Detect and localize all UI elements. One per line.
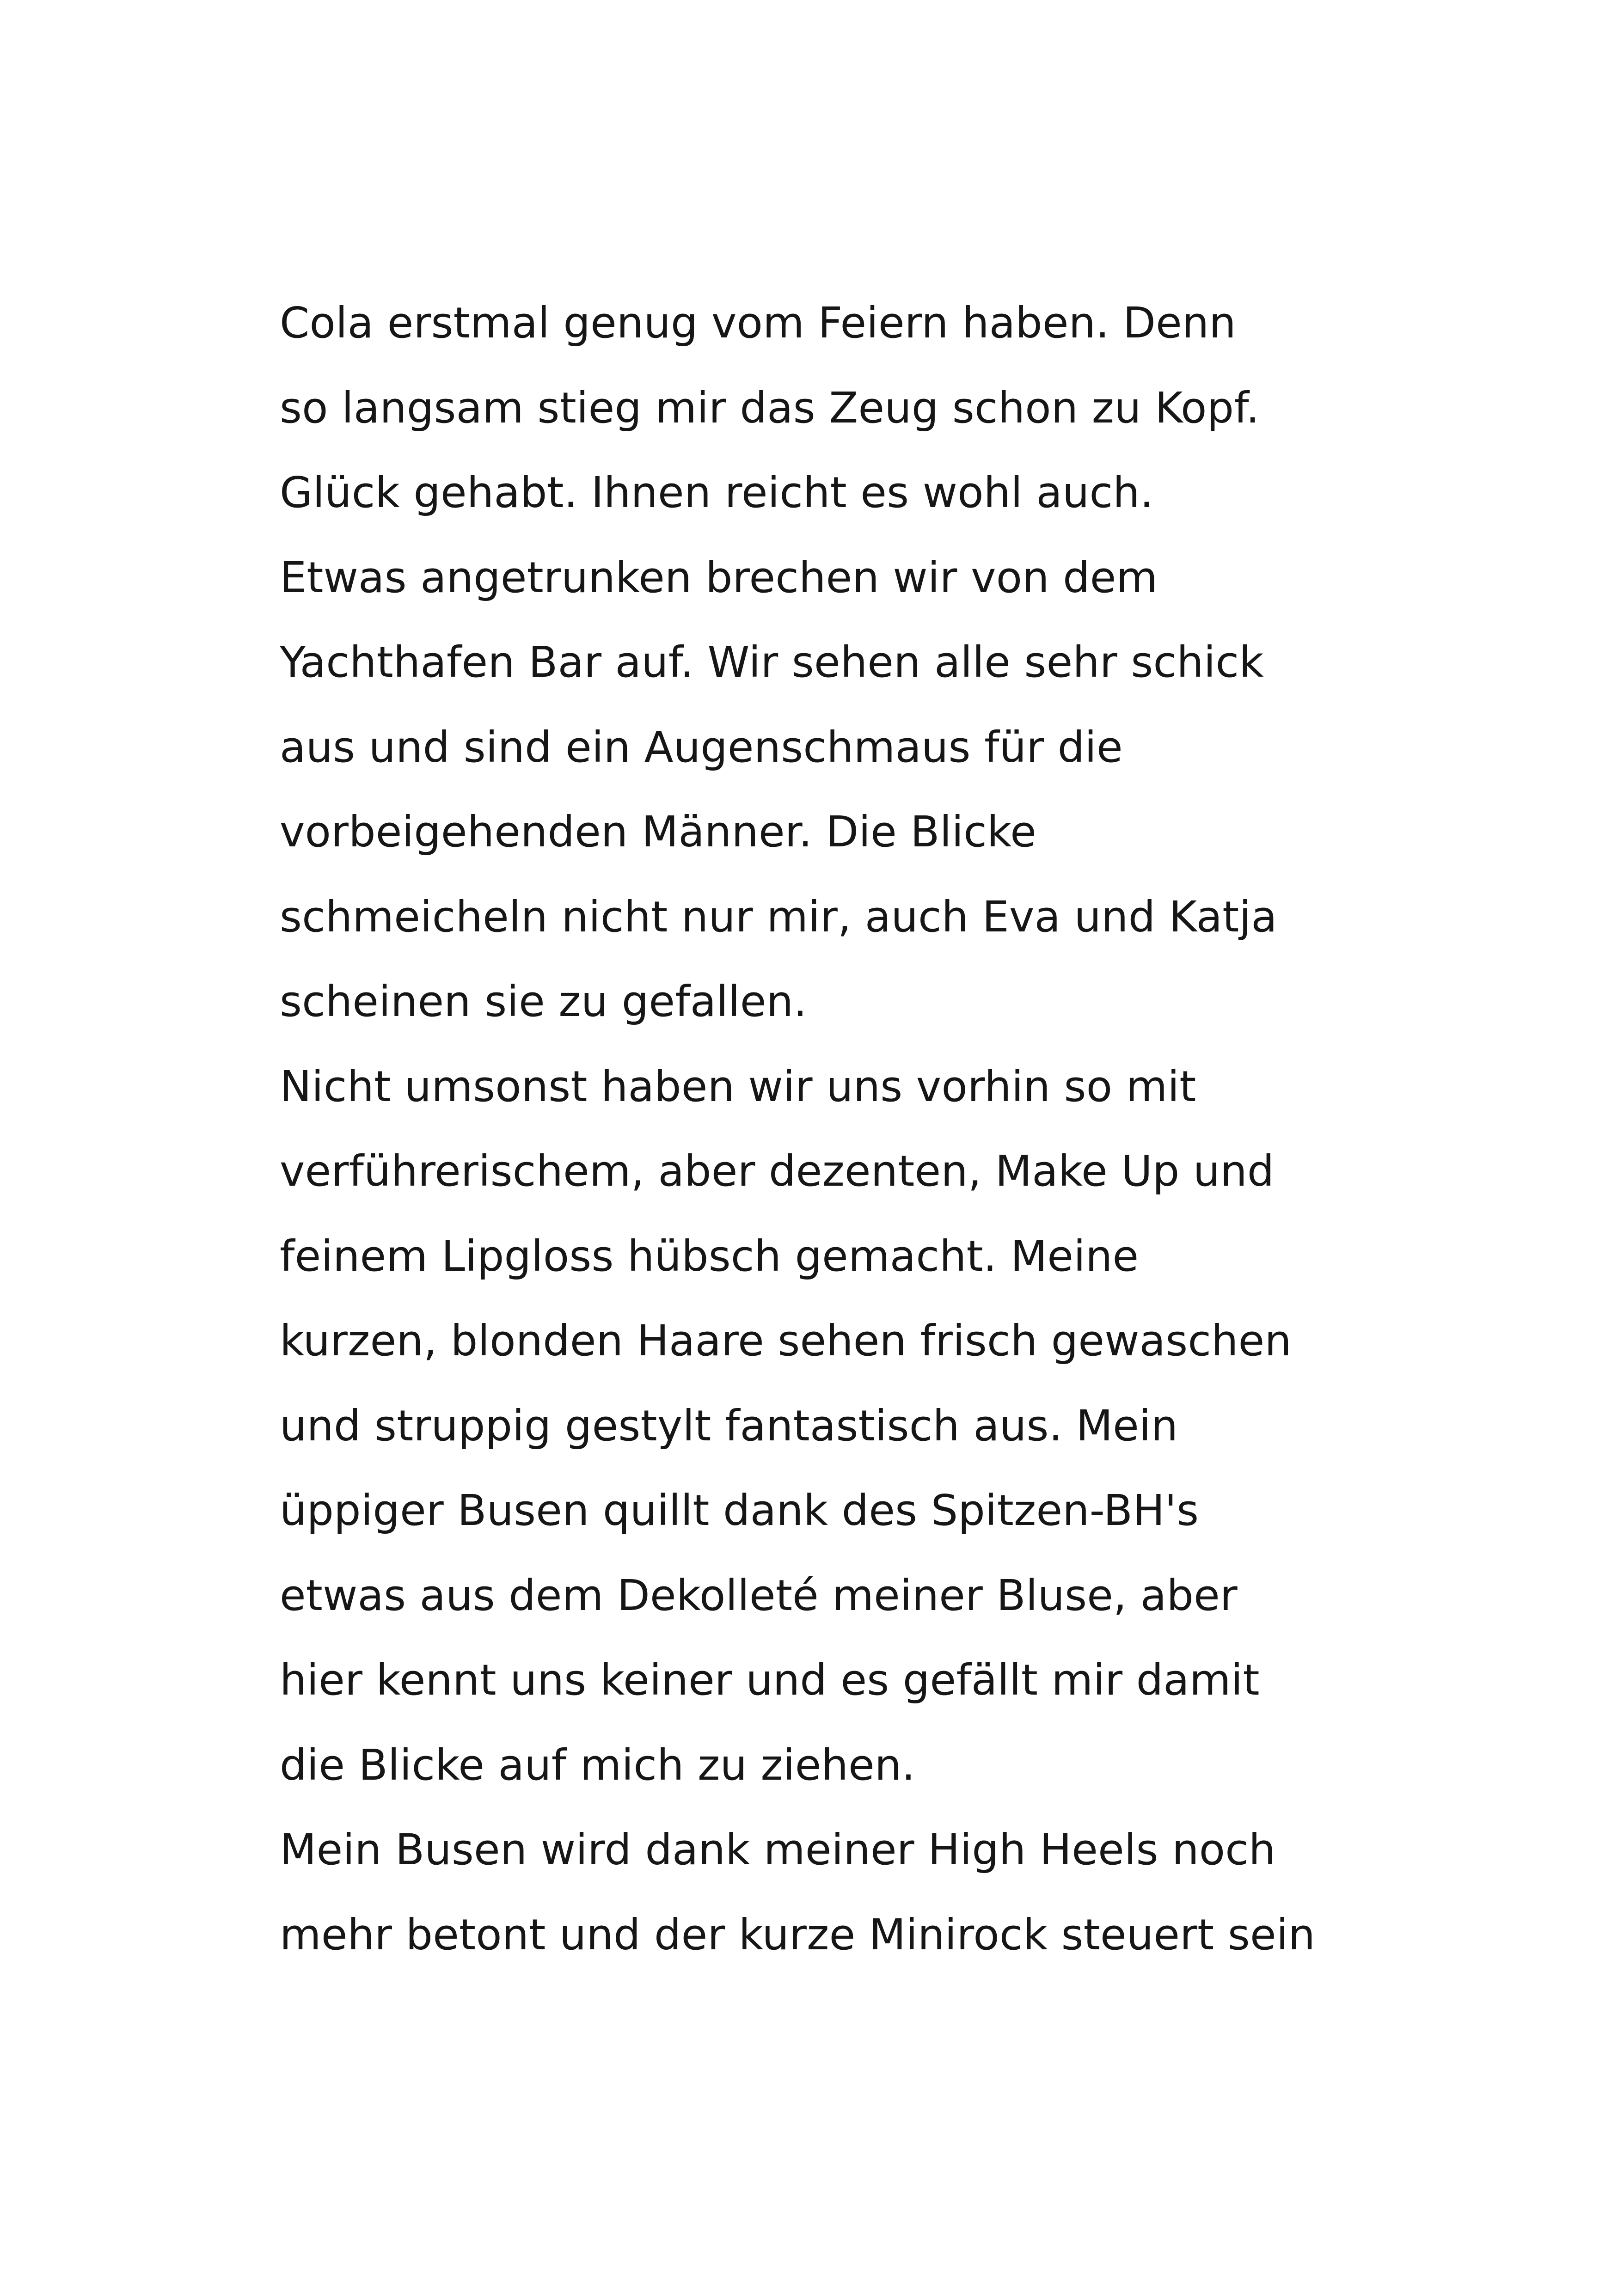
text-line-2: so langsam stieg mir das Zeug schon zu Kopf. <box>280 383 1260 433</box>
text-line-17: hier kennt uns keiner und es gefällt mir damit <box>280 1655 1260 1705</box>
text-line-20: mehr betont und der kurze Minirock steuert sein <box>280 1910 1316 1959</box>
text-line-11: verführerischem, aber dezenten, Make Up und <box>280 1146 1275 1196</box>
text-line-18: die Blicke auf mich zu ziehen. <box>280 1740 915 1790</box>
text-line-3: Glück gehabt. Ihnen reicht es wohl auch. <box>280 468 1154 517</box>
text-line-12: feinem Lipgloss hübsch gemacht. Meine <box>280 1231 1139 1281</box>
text-line-16: etwas aus dem Dekolleté meiner Bluse, aber <box>280 1570 1238 1620</box>
text-line-19: Mein Busen wird dank meiner High Heels noch <box>280 1825 1276 1874</box>
text-line-10: Nicht umsonst haben wir uns vorhin so mit <box>280 1061 1196 1111</box>
text-line-8: schmeicheln nicht nur mir, auch Eva und Katja <box>280 892 1277 942</box>
text-line-6: aus und sind ein Augenschmaus für die <box>280 722 1123 772</box>
text-line-5: Yachthafen Bar auf. Wir sehen alle sehr schick <box>280 637 1264 687</box>
text-line-9: scheinen sie zu gefallen. <box>280 977 807 1026</box>
text-line-1: Cola erstmal genug vom Feiern haben. Denn <box>280 298 1236 348</box>
text-line-13: kurzen, blonden Haare sehen frisch gewaschen <box>280 1316 1292 1365</box>
text-line-4: Etwas angetrunken brechen wir von dem <box>280 552 1158 602</box>
body-text <box>280 281 1389 1977</box>
text-line-14: und struppig gestylt fantastisch aus. Mein <box>280 1401 1178 1451</box>
text-line-7: vorbeigehenden Männer. Die Blicke <box>280 807 1036 857</box>
text-line-15: üppiger Busen quillt dank des Spitzen-BH's <box>280 1486 1199 1535</box>
